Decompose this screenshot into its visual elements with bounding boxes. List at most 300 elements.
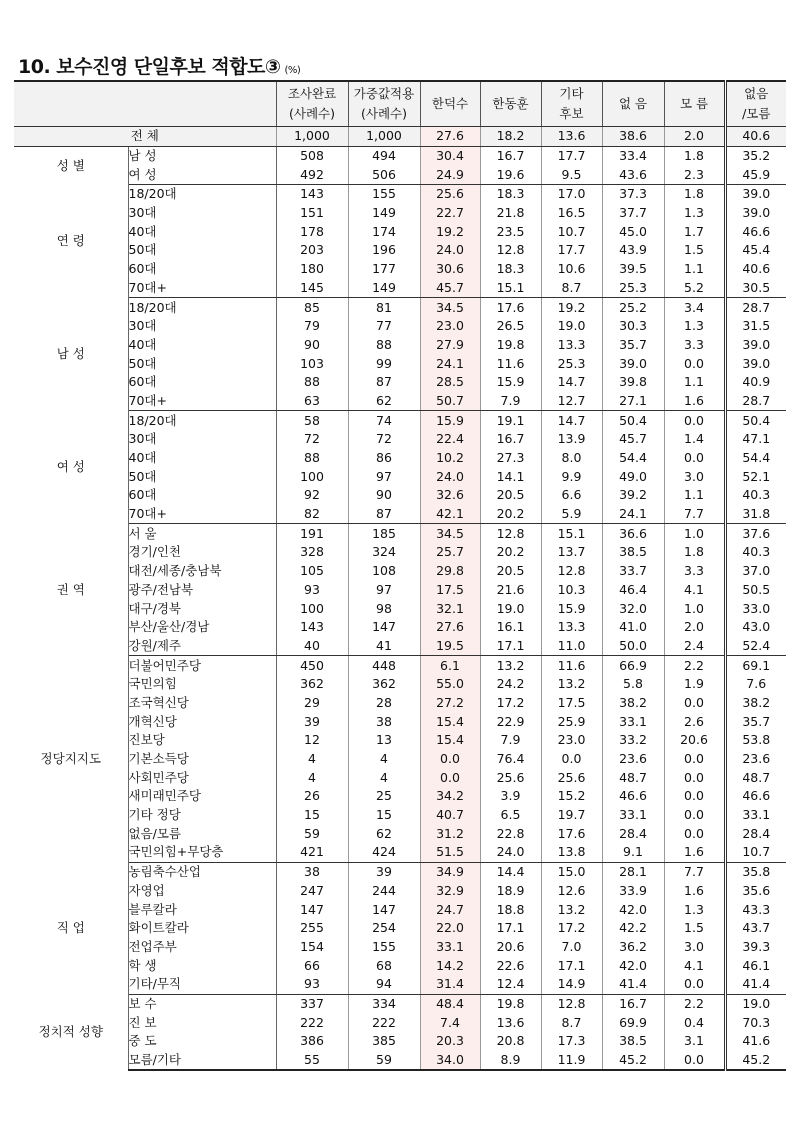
table-cell: 2.2 bbox=[664, 656, 725, 675]
table-cell: 25.6 bbox=[541, 768, 602, 787]
table-row bbox=[14, 336, 786, 355]
header-none-l1: 없 음 bbox=[618, 96, 648, 111]
table-cell: 69.1 bbox=[725, 656, 786, 675]
table-cell: 3.9 bbox=[480, 787, 541, 806]
table-row bbox=[14, 204, 786, 223]
table-cell: 46.6 bbox=[725, 787, 786, 806]
row-label: 30대 bbox=[128, 204, 276, 223]
table-row bbox=[14, 862, 786, 881]
table-cell: 41.6 bbox=[725, 1032, 786, 1051]
table-row bbox=[14, 222, 786, 241]
table-cell: 0.0 bbox=[664, 975, 725, 994]
table-cell: 196 bbox=[348, 241, 420, 260]
table-cell: 10.7 bbox=[541, 222, 602, 241]
table-row bbox=[14, 599, 786, 618]
table-cell: 386 bbox=[276, 1032, 348, 1051]
table-cell: 1.0 bbox=[664, 599, 725, 618]
table-cell: 82 bbox=[276, 505, 348, 524]
table-cell: 5.2 bbox=[664, 279, 725, 298]
table-cell: 4 bbox=[276, 750, 348, 769]
header-weighted-l2: (사례수) bbox=[361, 106, 407, 121]
table-cell: 41 bbox=[348, 637, 420, 656]
table-cell: 20.8 bbox=[480, 1032, 541, 1051]
table-cell: 11.9 bbox=[541, 1051, 602, 1071]
table-cell: 3.3 bbox=[664, 336, 725, 355]
table-cell: 17.2 bbox=[541, 919, 602, 938]
table-cell: 0.0 bbox=[420, 750, 480, 769]
table-cell: 31.8 bbox=[725, 505, 786, 524]
table-cell: 0.0 bbox=[664, 787, 725, 806]
table-row bbox=[14, 824, 786, 843]
table-cell: 1.6 bbox=[664, 392, 725, 411]
table-cell: 8.0 bbox=[541, 449, 602, 468]
table-cell: 7.7 bbox=[664, 862, 725, 881]
table-cell: 1.0 bbox=[664, 524, 725, 543]
table-cell: 33.7 bbox=[602, 562, 664, 581]
table-cell: 52.1 bbox=[725, 467, 786, 486]
table-cell: 33.1 bbox=[725, 806, 786, 825]
table-cell: 506 bbox=[348, 165, 420, 184]
table-cell: 55 bbox=[276, 1051, 348, 1071]
table-cell: 149 bbox=[348, 204, 420, 223]
table-cell: 97 bbox=[348, 467, 420, 486]
table-cell: 33.4 bbox=[602, 146, 664, 165]
header-han-donghoon-l1: 한동훈 bbox=[492, 96, 529, 111]
table-cell: 12.4 bbox=[480, 975, 541, 994]
table-cell: 31.2 bbox=[420, 824, 480, 843]
table-cell: 48.4 bbox=[420, 994, 480, 1013]
table-cell: 15 bbox=[276, 806, 348, 825]
table-cell: 13.6 bbox=[480, 1013, 541, 1032]
table-cell: 24.1 bbox=[420, 354, 480, 373]
table-cell: 40.9 bbox=[725, 373, 786, 392]
table-cell: 4.1 bbox=[664, 581, 725, 600]
header-none bbox=[602, 81, 664, 127]
table-cell: 13.3 bbox=[541, 618, 602, 637]
table-cell: 45.7 bbox=[602, 430, 664, 449]
table-cell: 17.6 bbox=[480, 298, 541, 317]
row-label: 서 울 bbox=[128, 524, 276, 543]
table-header bbox=[14, 81, 786, 127]
table-row bbox=[14, 260, 786, 279]
table-cell: 5.8 bbox=[602, 675, 664, 694]
table-cell: 23.5 bbox=[480, 222, 541, 241]
table-row bbox=[14, 524, 786, 543]
table-cell: 21.8 bbox=[480, 204, 541, 223]
row-label: 60대 bbox=[128, 486, 276, 505]
table-cell: 8.7 bbox=[541, 279, 602, 298]
table-cell: 9.5 bbox=[541, 165, 602, 184]
table-cell: 52.4 bbox=[725, 637, 786, 656]
table-cell: 0.0 bbox=[664, 354, 725, 373]
group-label: 권 역 bbox=[14, 524, 128, 656]
table-cell: 94 bbox=[348, 975, 420, 994]
table-row bbox=[14, 712, 786, 731]
table-cell: 63 bbox=[276, 392, 348, 411]
table-cell: 41.4 bbox=[725, 975, 786, 994]
table-cell: 100 bbox=[276, 467, 348, 486]
table-cell: 8.7 bbox=[541, 1013, 602, 1032]
table-row bbox=[14, 562, 786, 581]
table-cell: 35.7 bbox=[602, 336, 664, 355]
header-surveyed bbox=[276, 81, 348, 127]
table-row bbox=[14, 1013, 786, 1032]
table-cell: 15.4 bbox=[420, 731, 480, 750]
table-cell: 15.9 bbox=[480, 373, 541, 392]
table-cell: 14.2 bbox=[420, 956, 480, 975]
table-cell: 30.3 bbox=[602, 317, 664, 336]
table-cell: 34.5 bbox=[420, 298, 480, 317]
table-cell: 1.7 bbox=[664, 222, 725, 241]
table-cell: 244 bbox=[348, 882, 420, 901]
table-cell: 19.2 bbox=[420, 222, 480, 241]
table-cell: 12.6 bbox=[541, 882, 602, 901]
row-label: 조국혁신당 bbox=[128, 694, 276, 713]
table-cell: 39.0 bbox=[602, 354, 664, 373]
table-cell: 0.0 bbox=[664, 824, 725, 843]
row-label: 모름/기타 bbox=[128, 1051, 276, 1071]
table-cell: 46.6 bbox=[725, 222, 786, 241]
table-row bbox=[14, 298, 786, 317]
table-cell: 17.1 bbox=[480, 637, 541, 656]
table-cell: 31.5 bbox=[725, 317, 786, 336]
header-other-l1: 기타 bbox=[559, 86, 584, 101]
row-label: 70대+ bbox=[128, 392, 276, 411]
table-cell: 12.8 bbox=[541, 994, 602, 1013]
row-label: 블루칼라 bbox=[128, 900, 276, 919]
row-label: 없음/모름 bbox=[128, 824, 276, 843]
table-cell: 362 bbox=[348, 675, 420, 694]
table-row bbox=[14, 392, 786, 411]
row-label: 30대 bbox=[128, 317, 276, 336]
table-cell: 25.3 bbox=[541, 354, 602, 373]
table-cell: 154 bbox=[276, 938, 348, 957]
table-cell: 62 bbox=[348, 824, 420, 843]
table-cell: 55.0 bbox=[420, 675, 480, 694]
table-cell: 28.7 bbox=[725, 392, 786, 411]
table-cell: 26.5 bbox=[480, 317, 541, 336]
row-label: 개혁신당 bbox=[128, 712, 276, 731]
table-cell: 27.6 bbox=[420, 618, 480, 637]
table-cell: 25.9 bbox=[541, 712, 602, 731]
table-cell: 17.0 bbox=[541, 185, 602, 204]
title-text: 10. 보수진영 단일후보 적합도③ bbox=[18, 56, 281, 78]
header-row bbox=[14, 81, 786, 127]
table-cell: 3.1 bbox=[664, 1032, 725, 1051]
table-cell: 10.6 bbox=[541, 260, 602, 279]
table-cell: 1.3 bbox=[664, 204, 725, 223]
table-cell: 15.4 bbox=[420, 712, 480, 731]
table-cell: 247 bbox=[276, 882, 348, 901]
table-cell: 151 bbox=[276, 204, 348, 223]
table-cell: 3.4 bbox=[664, 298, 725, 317]
group-label: 성 별 bbox=[14, 146, 128, 184]
table-cell: 12.7 bbox=[541, 392, 602, 411]
table-cell: 1.3 bbox=[664, 317, 725, 336]
table-cell: 98 bbox=[348, 599, 420, 618]
table-row bbox=[14, 1051, 786, 1071]
table-cell: 2.0 bbox=[664, 618, 725, 637]
table-cell: 40 bbox=[276, 637, 348, 656]
header-han-donghoon bbox=[480, 81, 541, 127]
table-cell: 13.2 bbox=[480, 656, 541, 675]
table-cell: 33.1 bbox=[602, 712, 664, 731]
table-cell: 147 bbox=[276, 900, 348, 919]
table-cell: 494 bbox=[348, 146, 420, 165]
row-label: 70대+ bbox=[128, 505, 276, 524]
table-cell: 66 bbox=[276, 956, 348, 975]
table-cell: 0.0 bbox=[664, 411, 725, 430]
table-cell: 7.6 bbox=[725, 675, 786, 694]
table-cell: 29.8 bbox=[420, 562, 480, 581]
table-cell: 254 bbox=[348, 919, 420, 938]
row-label: 기본소득당 bbox=[128, 750, 276, 769]
table-cell: 20.2 bbox=[480, 543, 541, 562]
total-cell: 40.6 bbox=[725, 127, 786, 147]
table-cell: 32.1 bbox=[420, 599, 480, 618]
table-cell: 39.0 bbox=[725, 204, 786, 223]
table-cell: 450 bbox=[276, 656, 348, 675]
table-cell: 1.6 bbox=[664, 843, 725, 862]
table-cell: 87 bbox=[348, 373, 420, 392]
header-weighted bbox=[348, 81, 420, 127]
table-cell: 93 bbox=[276, 581, 348, 600]
group-label: 직 업 bbox=[14, 862, 128, 994]
table-cell: 4 bbox=[276, 768, 348, 787]
table-cell: 38 bbox=[276, 862, 348, 881]
table-cell: 149 bbox=[348, 279, 420, 298]
table-row bbox=[14, 486, 786, 505]
header-han-ducksoo-l1: 한덕수 bbox=[431, 96, 469, 111]
table-cell: 45.9 bbox=[725, 165, 786, 184]
table-cell: 0.4 bbox=[664, 1013, 725, 1032]
row-label: 사회민주당 bbox=[128, 768, 276, 787]
table-cell: 17.7 bbox=[541, 241, 602, 260]
table-cell: 33.1 bbox=[420, 938, 480, 957]
table-cell: 11.0 bbox=[541, 637, 602, 656]
table-cell: 20.5 bbox=[480, 562, 541, 581]
table-cell: 90 bbox=[276, 336, 348, 355]
header-surveyed-l2: (사례수) bbox=[289, 106, 335, 121]
table-cell: 19.0 bbox=[480, 599, 541, 618]
row-label: 60대 bbox=[128, 260, 276, 279]
table-cell: 222 bbox=[276, 1013, 348, 1032]
table-cell: 14.7 bbox=[541, 373, 602, 392]
row-label: 전업주부 bbox=[128, 938, 276, 957]
table-cell: 13.2 bbox=[541, 900, 602, 919]
table-cell: 0.0 bbox=[541, 750, 602, 769]
table-cell: 43.9 bbox=[602, 241, 664, 260]
table-cell: 6.1 bbox=[420, 656, 480, 675]
table-row bbox=[14, 241, 786, 260]
table-cell: 38.5 bbox=[602, 543, 664, 562]
table-cell: 4 bbox=[348, 768, 420, 787]
table-row bbox=[14, 581, 786, 600]
table-cell: 42.1 bbox=[420, 505, 480, 524]
table-cell: 39.0 bbox=[725, 354, 786, 373]
table-cell: 48.7 bbox=[725, 768, 786, 787]
table-cell: 20.3 bbox=[420, 1032, 480, 1051]
row-label: 40대 bbox=[128, 449, 276, 468]
table-cell: 1.8 bbox=[664, 543, 725, 562]
table-cell: 24.9 bbox=[420, 165, 480, 184]
row-label: 18/20대 bbox=[128, 185, 276, 204]
table-cell: 50.7 bbox=[420, 392, 480, 411]
table-cell: 41.4 bbox=[602, 975, 664, 994]
table-row bbox=[14, 430, 786, 449]
table-cell: 39 bbox=[348, 862, 420, 881]
table-cell: 16.7 bbox=[480, 146, 541, 165]
table-cell: 20.6 bbox=[480, 938, 541, 957]
table-cell: 178 bbox=[276, 222, 348, 241]
table-cell: 7.0 bbox=[541, 938, 602, 957]
table-cell: 17.5 bbox=[541, 694, 602, 713]
table-cell: 45.7 bbox=[420, 279, 480, 298]
row-label: 40대 bbox=[128, 336, 276, 355]
table-cell: 13.9 bbox=[541, 430, 602, 449]
table-cell: 85 bbox=[276, 298, 348, 317]
table-cell: 47.1 bbox=[725, 430, 786, 449]
table-cell: 24.1 bbox=[602, 505, 664, 524]
table-cell: 32.9 bbox=[420, 882, 480, 901]
table-cell: 59 bbox=[276, 824, 348, 843]
table-cell: 27.3 bbox=[480, 449, 541, 468]
table-cell: 15.0 bbox=[541, 862, 602, 881]
table-cell: 16.1 bbox=[480, 618, 541, 637]
table-cell: 2.2 bbox=[664, 994, 725, 1013]
table-cell: 58 bbox=[276, 411, 348, 430]
table-cell: 22.4 bbox=[420, 430, 480, 449]
table-cell: 35.2 bbox=[725, 146, 786, 165]
table-cell: 337 bbox=[276, 994, 348, 1013]
table-cell: 7.9 bbox=[480, 392, 541, 411]
row-label: 50대 bbox=[128, 354, 276, 373]
row-label: 학 생 bbox=[128, 956, 276, 975]
table-cell: 79 bbox=[276, 317, 348, 336]
table-cell: 28.4 bbox=[602, 824, 664, 843]
table-cell: 23.0 bbox=[541, 731, 602, 750]
table-cell: 15.9 bbox=[541, 599, 602, 618]
table-row bbox=[14, 938, 786, 957]
table-cell: 35.6 bbox=[725, 882, 786, 901]
table-cell: 30.4 bbox=[420, 146, 480, 165]
table-cell: 76.4 bbox=[480, 750, 541, 769]
table-cell: 19.8 bbox=[480, 336, 541, 355]
table-cell: 22.9 bbox=[480, 712, 541, 731]
table-row bbox=[14, 373, 786, 392]
table-cell: 25.2 bbox=[602, 298, 664, 317]
table-cell: 22.0 bbox=[420, 919, 480, 938]
table-row bbox=[14, 411, 786, 430]
table-cell: 24.0 bbox=[420, 241, 480, 260]
row-label: 경기/인천 bbox=[128, 543, 276, 562]
row-label: 부산/울산/경남 bbox=[128, 618, 276, 637]
row-label: 국민의힘 bbox=[128, 675, 276, 694]
table-cell: 27.1 bbox=[602, 392, 664, 411]
table-cell: 155 bbox=[348, 938, 420, 957]
table-row bbox=[14, 750, 786, 769]
table-cell: 13 bbox=[348, 731, 420, 750]
table-cell: 25.6 bbox=[480, 768, 541, 787]
table-cell: 19.0 bbox=[725, 994, 786, 1013]
table-cell: 32.6 bbox=[420, 486, 480, 505]
table-cell: 3.0 bbox=[664, 938, 725, 957]
header-dont-know bbox=[664, 81, 725, 127]
table-row bbox=[14, 279, 786, 298]
table-cell: 145 bbox=[276, 279, 348, 298]
header-dont-know-l1: 모 름 bbox=[679, 96, 709, 111]
group-label: 정당지지도 bbox=[14, 656, 128, 863]
table-cell: 15.9 bbox=[420, 411, 480, 430]
table-cell: 14.7 bbox=[541, 411, 602, 430]
table-cell: 33.2 bbox=[602, 731, 664, 750]
row-label: 새미래민주당 bbox=[128, 787, 276, 806]
table-cell: 328 bbox=[276, 543, 348, 562]
table-cell: 177 bbox=[348, 260, 420, 279]
table-cell: 30.5 bbox=[725, 279, 786, 298]
unit-label: (%) bbox=[284, 65, 301, 76]
table-cell: 37.3 bbox=[602, 185, 664, 204]
table-cell: 15.1 bbox=[480, 279, 541, 298]
table-cell: 43.7 bbox=[725, 919, 786, 938]
row-label: 대구/경북 bbox=[128, 599, 276, 618]
table-cell: 59 bbox=[348, 1051, 420, 1071]
table-cell: 0.0 bbox=[664, 1051, 725, 1071]
table-cell: 33.1 bbox=[602, 806, 664, 825]
group-label: 남 성 bbox=[14, 298, 128, 411]
table-cell: 17.7 bbox=[541, 146, 602, 165]
table-cell: 72 bbox=[276, 430, 348, 449]
table-cell: 13.2 bbox=[541, 675, 602, 694]
table-cell: 88 bbox=[276, 449, 348, 468]
table-cell: 255 bbox=[276, 919, 348, 938]
table-cell: 33.0 bbox=[725, 599, 786, 618]
table-cell: 77 bbox=[348, 317, 420, 336]
table-cell: 20.2 bbox=[480, 505, 541, 524]
table-cell: 50.0 bbox=[602, 637, 664, 656]
row-label: 30대 bbox=[128, 430, 276, 449]
table-cell: 10.2 bbox=[420, 449, 480, 468]
table-cell: 36.6 bbox=[602, 524, 664, 543]
table-cell: 68 bbox=[348, 956, 420, 975]
table-cell: 72 bbox=[348, 430, 420, 449]
table-cell: 492 bbox=[276, 165, 348, 184]
table-cell: 40.3 bbox=[725, 543, 786, 562]
table-row bbox=[14, 165, 786, 184]
survey-table bbox=[14, 80, 786, 1071]
row-label: 중 도 bbox=[128, 1032, 276, 1051]
table-cell: 42.0 bbox=[602, 956, 664, 975]
table-cell: 8.9 bbox=[480, 1051, 541, 1071]
table-cell: 37.0 bbox=[725, 562, 786, 581]
table-cell: 3.0 bbox=[664, 467, 725, 486]
row-label: 더불어민주당 bbox=[128, 656, 276, 675]
table-cell: 23.0 bbox=[420, 317, 480, 336]
table-cell: 12 bbox=[276, 731, 348, 750]
table-cell: 12.8 bbox=[480, 241, 541, 260]
table-cell: 19.8 bbox=[480, 994, 541, 1013]
table-cell: 108 bbox=[348, 562, 420, 581]
header-other-candidate bbox=[541, 81, 602, 127]
table-cell: 28 bbox=[348, 694, 420, 713]
table-body bbox=[14, 127, 786, 1071]
table-cell: 105 bbox=[276, 562, 348, 581]
table-row bbox=[14, 1032, 786, 1051]
row-label: 진 보 bbox=[128, 1013, 276, 1032]
total-cell: 38.6 bbox=[602, 127, 664, 147]
table-cell: 16.5 bbox=[541, 204, 602, 223]
table-cell: 45.4 bbox=[725, 241, 786, 260]
